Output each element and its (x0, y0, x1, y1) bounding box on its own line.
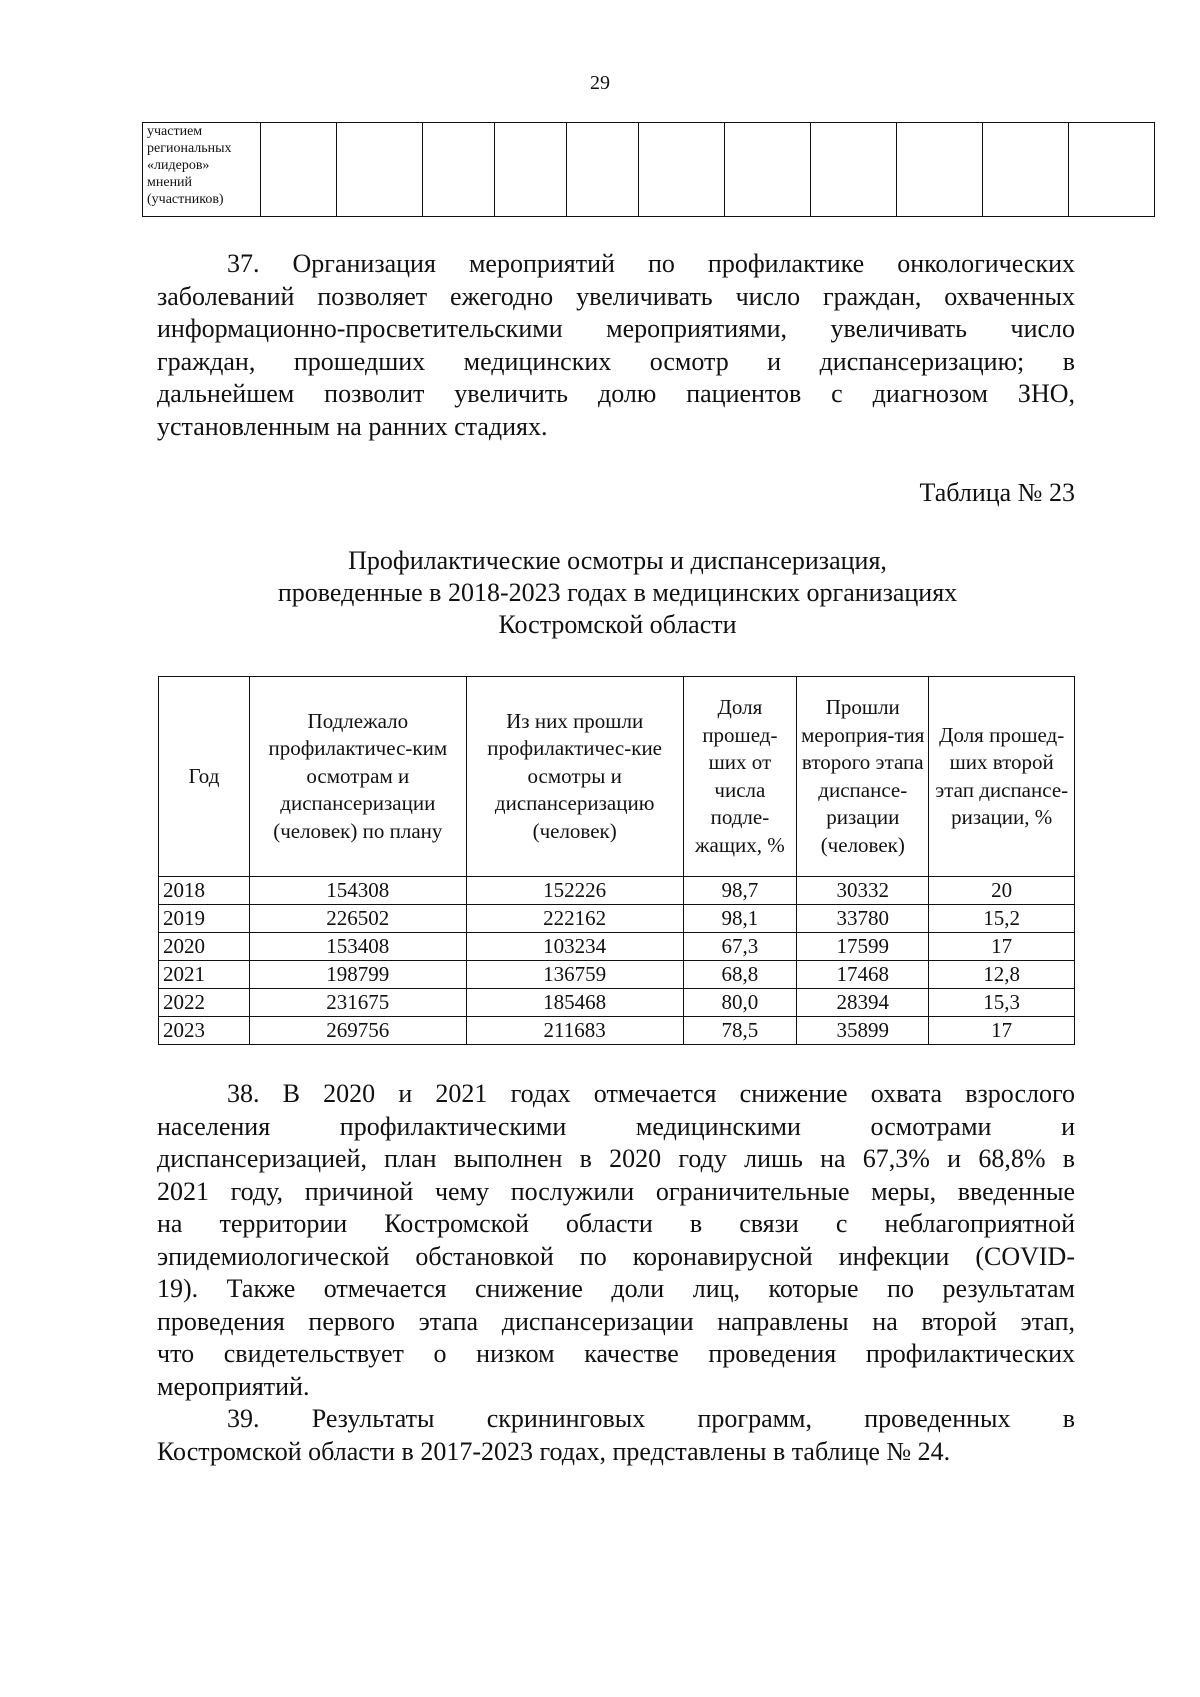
empty-cell (725, 123, 811, 217)
empty-cell (423, 123, 495, 217)
empty-cell (261, 123, 337, 217)
empty-cell (639, 123, 725, 217)
table-row: 2020 153408 103234 67,3 17599 17 (159, 933, 1075, 961)
paragraph-38: 38. В 2020 и 2021 годах отмечается снижение охвата взрослого населения профилактическими медицинскими осмотрами и диспансеризацией, план выполнен в 2020 году лишь на 67,3% и 68,8% в 2021 году, причиной чему послужили ограничительные меры, введенные на территории Костромской области в связи с неблагоприятной эпидемиологической обстановкой по коронавирусной инфекции (COVID- 19). Также отмечается снижение доли лиц, которые по результатам проведения первого этапа диспансеризации направлены на второй этап, что свидетельствует о низком качестве проведения профилактических мероприятий. 39. Результаты скрининговых программ, проведенных в Костромской области в 2017-2023 годах, представлены в таблице № 24. (157, 1079, 1075, 1466)
empty-cell (897, 123, 983, 217)
table-row: 2022 231675 185468 80,0 28394 15,3 (159, 989, 1075, 1017)
continued-table (142, 122, 1155, 217)
header-completed: Из них прошли профилактичес-кие осмотры и диспансеризацию (человек) (466, 677, 683, 877)
empty-cell (811, 123, 897, 217)
table-row: 2023 269756 211683 78,5 35899 17 (159, 1017, 1075, 1045)
table-row: 2021 198799 136759 68,8 17468 12,8 (159, 961, 1075, 989)
page-number: 29 (590, 72, 610, 94)
table-row: 2018 154308 152226 98,7 30332 20 (159, 877, 1075, 905)
table-row: 2019 226502 222162 98,1 33780 15,2 (159, 905, 1075, 933)
screening-table (158, 676, 1075, 1045)
header-year: Год (159, 677, 250, 877)
table-header-row (159, 677, 1075, 877)
empty-cell (983, 123, 1069, 217)
header-share-completed: Доля прошед-ших от числа подле-жащих, % (683, 677, 797, 877)
empty-cell (337, 123, 423, 217)
table-label: Таблица № 23 (919, 478, 1075, 507)
header-planned: Подлежало профилактичес-ким осмотрам и диспансеризации (человек) по плану (249, 677, 466, 877)
empty-cell (495, 123, 567, 217)
empty-cell (1069, 123, 1155, 217)
table-title: Профилактические осмотры и диспансеризация, проведенные в 2018-2023 годах в медицинских организациях Костромской области (277, 546, 958, 639)
header-second-stage: Прошли мероприя-тия второго этапа диспансе-ризации (человек) (797, 677, 929, 877)
paragraph-37: 37. Организация мероприятий по профилактике онкологических заболеваний позволяет ежегодно увеличивать число граждан, охваченных информационно-просветительскими мероприятиями, увеличивать число граждан, прошедших медицинских осмотр и диспансеризацию; в дальнейшем позволит увеличить долю пациентов с диагнозом ЗНО, установленным на ранних стадиях. (157, 249, 1075, 441)
empty-cell (567, 123, 639, 217)
header-share-second-stage: Доля прошед-ших второй этап диспансе-ризации, % (929, 677, 1075, 877)
continued-table-first-cell: участием региональных «лидеров» мнений (участников) (143, 123, 261, 217)
